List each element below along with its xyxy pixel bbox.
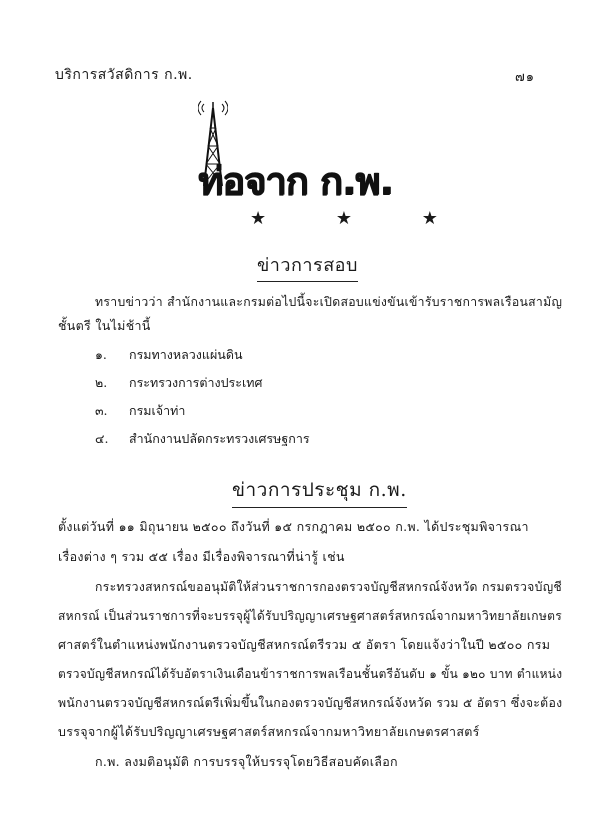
meeting-line-3: กระทรวงสหกรณ์ขออนุมัติให้ส่วนราชการกองตรวจบัญชีสหกรณ์จังหวัด กรมตรวจบัญชี bbox=[95, 579, 563, 594]
meeting-line-6: ตรวจบัญชีสหกรณ์ได้รับอัตราเงินเดือนข้าราชการพลเรือนชั้นตรีอันดับ ๑ ขั้น ๑๒๐ บาท ตำแหน่ง bbox=[58, 666, 563, 681]
list-item bbox=[95, 373, 262, 393]
list-item-text: กรมทางหลวงแผ่นดิน bbox=[129, 347, 243, 362]
running-head: บริการสวัสดิการ ก.พ. bbox=[55, 67, 193, 83]
list-item bbox=[95, 401, 185, 421]
exam-intro-line-1: ทราบข่าวว่า สำนักงานและกรมต่อไปนี้จะเปิดสอบแข่งขันเข้ารับราชการพลเรือนสามัญ bbox=[95, 294, 563, 309]
section-heading-exams: ข่าวการสอบ bbox=[257, 250, 358, 282]
divider-stars: ★ ★ ★ bbox=[250, 208, 470, 229]
list-item-text: กรมเจ้าท่า bbox=[129, 403, 186, 418]
list-item bbox=[95, 345, 243, 365]
meeting-line-5: ศาสตร์ในตำแหน่งพนักงานตรวจบัญชีสหกรณ์ตรีรวม ๕ อัตรา โดยแจ้งว่าในปี ๒๕๐๐ กรม bbox=[58, 637, 551, 652]
list-item-number: ๒. bbox=[95, 375, 108, 390]
exam-intro-line-2: ชั้นตรี ในไม่ช้านี้ bbox=[58, 318, 151, 333]
meeting-line-8: บรรจุจากผู้ได้รับปริญญาเศรษฐศาสตร์สหกรณ์จากมหาวิทยาลัยเกษตรศาสตร์ bbox=[58, 724, 480, 739]
meeting-line-2: เรื่องต่าง ๆ รวม ๕๕ เรื่อง มีเรื่องพิจารณาที่น่ารู้ เช่น bbox=[58, 549, 345, 564]
meeting-line-1: ตั้งแต่วันที่ ๑๑ มิถุนายน ๒๕๐๐ ถึงวันที่ ๑๕ กรกฎาคม ๒๕๐๐ ก.พ. ได้ประชุมพิจารณา bbox=[58, 519, 529, 534]
list-item-number: ๑. bbox=[95, 347, 107, 362]
meeting-line-7: พนักงานตรวจบัญชีสหกรณ์ตรีเพิ่มขึ้นในกองตรวจบัญชีสหกรณ์จังหวัด รวม ๕ อัตรา ซึ่งจะต้อง bbox=[58, 695, 563, 710]
list-item-number: ๓. bbox=[95, 403, 108, 418]
masthead-title: ท่อจาก ก.พ. bbox=[198, 159, 393, 203]
masthead bbox=[188, 98, 428, 203]
list-item bbox=[95, 429, 310, 449]
list-item-text: สำนักงานปลัดกระทรวงเศรษฐการ bbox=[129, 431, 310, 446]
list-item-number: ๔. bbox=[95, 431, 109, 446]
page-number: ๗๑ bbox=[515, 70, 536, 85]
meeting-line-9: ก.พ. ลงมติอนุมัติ การบรรจุให้บรรจุโดยวิธีสอบคัดเลือก bbox=[95, 754, 398, 769]
list-item-text: กระทรวงการต่างประเทศ bbox=[129, 375, 263, 390]
meeting-line-4: สหกรณ์ เป็นส่วนราชการที่จะบรรจุผู้ได้รับปริญญาเศรษฐศาสตร์สหกรณ์จากมหาวิทยาลัยเกษตร bbox=[58, 608, 562, 623]
section-heading-meeting: ข่าวการประชุม ก.พ. bbox=[232, 475, 407, 508]
